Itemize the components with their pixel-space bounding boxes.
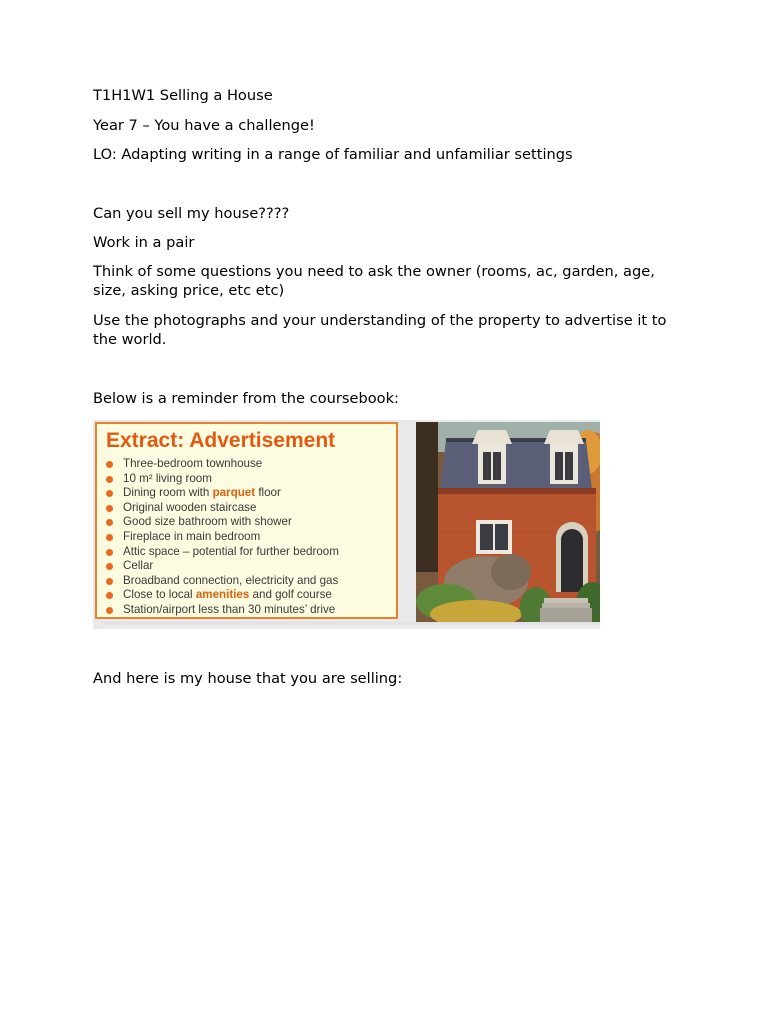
feature-text: and golf course	[249, 588, 332, 602]
feature-text: Station/airport less than 30 minutes’ drive	[123, 602, 336, 616]
challenge-line: Year 7 – You have a challenge!	[93, 117, 315, 134]
pair-instruction: Work in a pair	[93, 234, 195, 251]
closing-line: And here is my house that you are selling:	[93, 670, 403, 687]
extract-feature-item	[103, 559, 339, 574]
bullet-icon	[106, 592, 113, 599]
sell-question: Can you sell my house????	[93, 205, 290, 222]
feature-text: Close to local	[123, 588, 196, 602]
extract-feature-list	[103, 457, 339, 618]
feature-text: Original wooden staircase	[123, 500, 257, 514]
advertisement-extract-box	[95, 422, 398, 619]
learning-objective: LO: Adapting writing in a range of familiar and unfamiliar settings	[93, 146, 573, 163]
bullet-icon	[106, 461, 113, 468]
bullet-icon	[106, 607, 113, 614]
extract-feature-item	[103, 545, 339, 560]
feature-highlight: parquet	[212, 486, 256, 500]
feature-text: Fireplace in main bedroom	[123, 529, 261, 543]
extract-feature-item	[103, 472, 339, 487]
feature-text: Cellar	[123, 559, 154, 573]
bullet-icon	[106, 563, 113, 570]
feature-text: Three-bedroom townhouse	[123, 457, 263, 470]
extract-feature-item	[103, 574, 339, 589]
bullet-icon	[106, 519, 113, 526]
extract-title: Extract: Advertisement	[106, 429, 336, 452]
questions-instruction: Think of some questions you need to ask the owner (rooms, ac, garden, age, size, asking price, etc etc)	[93, 263, 655, 299]
extract-feature-item	[103, 588, 339, 603]
bullet-icon	[106, 549, 113, 556]
feature-text: Attic space – potential for further bedroom	[123, 544, 339, 558]
bullet-icon	[106, 505, 113, 512]
extract-feature-item	[103, 486, 339, 501]
bullet-icon	[106, 534, 113, 541]
reminder-line: Below is a reminder from the coursebook:	[93, 390, 399, 407]
feature-text: floor	[255, 486, 281, 500]
photo-instruction: Use the photographs and your understanding of the property to advertise it to the world.	[93, 312, 667, 348]
extract-feature-item	[103, 603, 339, 618]
feature-highlight: amenities	[195, 588, 250, 602]
extract-feature-item	[103, 515, 339, 530]
extract-feature-item	[103, 530, 339, 545]
house-photo	[416, 422, 600, 622]
bullet-icon	[106, 476, 113, 483]
extract-feature-item	[103, 501, 339, 516]
bullet-icon	[106, 578, 113, 585]
coursebook-extract-figure	[93, 420, 600, 629]
feature-text: Good size bathroom with shower	[123, 515, 292, 529]
feature-text: Broadband connection, electricity and gas	[123, 573, 339, 587]
feature-text: Dining room with	[123, 486, 213, 500]
document-title: T1H1W1 Selling a House	[93, 87, 273, 104]
townhouse-illustration	[416, 422, 600, 622]
extract-feature-item	[103, 457, 339, 472]
feature-text: 10 m² living room	[123, 471, 212, 485]
bullet-icon	[106, 490, 113, 497]
figure-shadow	[103, 622, 600, 629]
